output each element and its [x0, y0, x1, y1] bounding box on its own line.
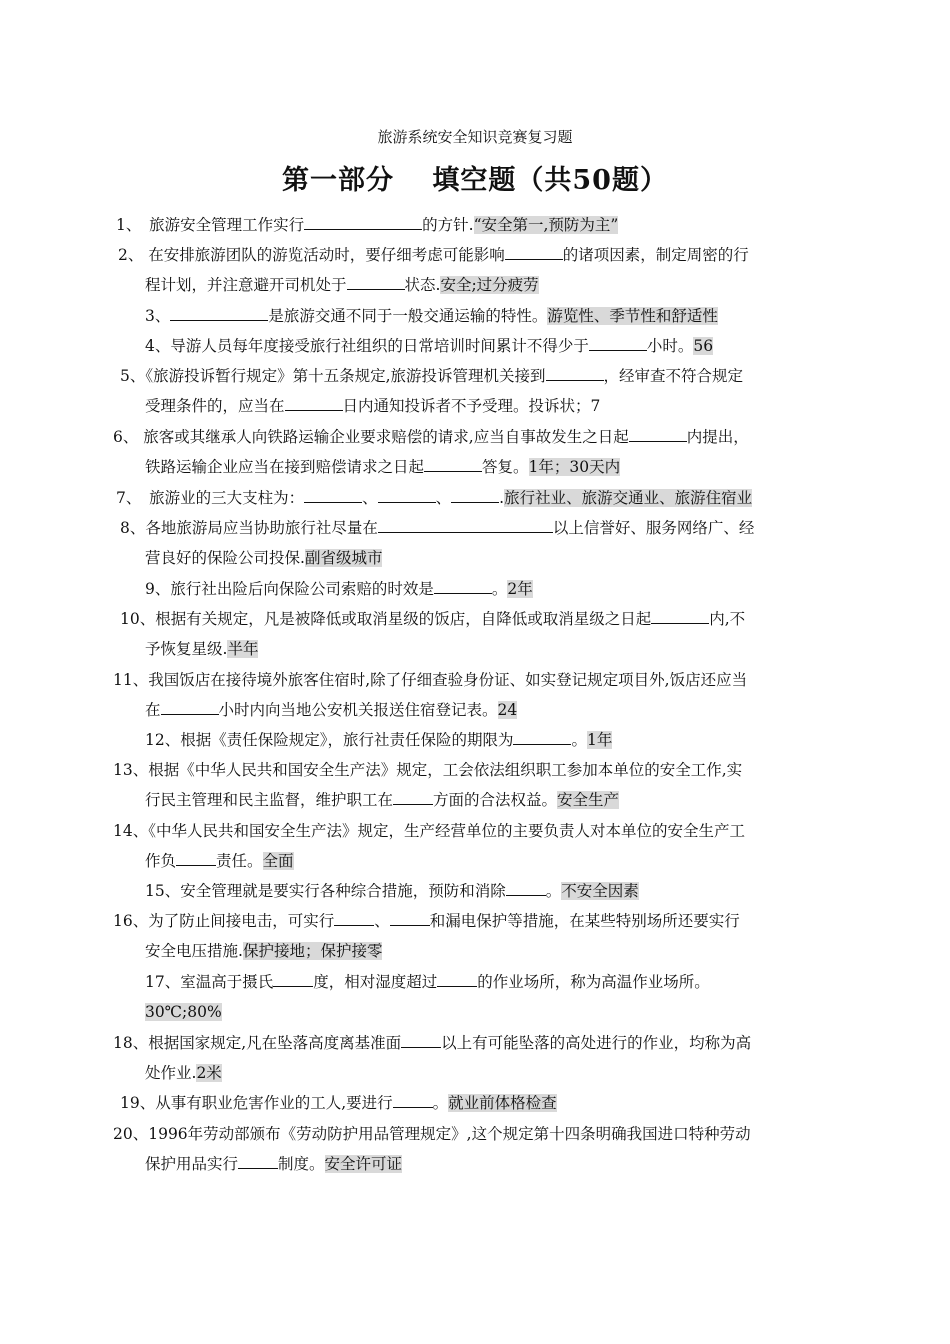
answer: 保护接地；保护接零 [242, 942, 383, 960]
question-19: 19、从事有职业危害作业的工人,要进行 。就业前体格检查 [120, 1088, 557, 1118]
answer: 不安全因素 [561, 882, 639, 900]
answer: 2年 [507, 580, 533, 598]
question-6: 6、 旅客或其继承人向铁路运输企业要求赔偿的请求,应当自事故发生之日起 内提出， 铁路运输企业应当在接到赔偿请求之日起 答复。1年；30天内 [113, 422, 749, 482]
question-7: 7、 旅游业的三大支柱为： 、 、 .旅行社业、旅游交通业、旅游住宿业 [116, 483, 752, 513]
question-14: 14、《中华人民共和国安全生产法》规定，生产经营单位的主要负责人对本单位的安全生产工 作负 责任。全面 [113, 822, 745, 870]
answer: 1年 [587, 731, 613, 749]
question-8: 8、各地旅游局应当协助旅行社尽量在 以上信誉好、服务网络广、经 营良好的保险公司投保.副省级城市 [120, 513, 754, 573]
question-3: 3、 是旅游交通不同于一般交通运输的特性。游览性、季节性和舒适性 [145, 301, 718, 331]
question-4: 4、导游人员每年度接受旅行社组织的日常培训时间累计不得少于 小时。56 [145, 331, 713, 361]
answer: 2米 [196, 1064, 222, 1082]
question-20: 20、1996年劳动部颁布《劳动防护用品管理规定》,这个规定第十四条明确我国进口特种劳动 保护用品实行 制度。安全许可证 [113, 1125, 751, 1173]
answer: 30℃;80% [145, 1003, 222, 1021]
question-18: 18、根据国家规定,凡在坠落高度离基准面 以上有可能坠落的高处进行的作业，均称为高 处作业.2米 [113, 1028, 751, 1088]
question-9: 9、旅行社出险后向保险公司索赔的时效是 。2年 [145, 574, 533, 604]
answer: “安全第一,预防为主” [473, 216, 619, 234]
question-5: 5、《旅游投诉暂行规定》第十五条规定,旅游投诉管理机关接到 ，经审查不符合规定 受理条件的，应当在 日内通知投诉者不予受理。投诉状；7 [120, 361, 743, 421]
question-16: 16、为了防止间接电击，可实行 、 和漏电保护等措施，在某些特别场所还要实行 安全电压措施.保护接地；保护接零 [113, 906, 740, 966]
question-12: 12、根据《责任保险规定》，旅行社责任保险的期限为 。1年 [145, 725, 612, 755]
question-15: 15、安全管理就是要实行各种综合措施，预防和消除 。不安全因素 [145, 876, 639, 906]
answer: 安全;过分疲劳 [440, 276, 539, 294]
answer: 1年；30天内 [528, 458, 621, 476]
question-17: 17、室温高于摄氏 度，相对湿度超过 的作业场所，称为高温作业场所。 30℃;80% [145, 967, 710, 1027]
section-heading: 第一部分 填空题（共50题） [282, 165, 668, 196]
answer: 副省级城市 [304, 549, 383, 567]
document-title: 旅游系统安全知识竞赛复习题 [377, 128, 573, 146]
question-2: 2、 在安排旅游团队的游览活动时，要仔细考虑可能影响 的诸项因素，制定周密的行 程计划，并注意避开司机处于 状态.安全;过分疲劳 [118, 240, 749, 300]
question-10: 10、根据有关规定，凡是被降低或取消星级的饭店，自降低或取消星级之日起 内,不 予恢复星级.半年 [120, 604, 745, 664]
question-1: 1、 旅游安全管理工作实行 的方针.“安全第一,预防为主” [116, 210, 618, 240]
answer: 半年 [227, 640, 259, 658]
answer: 24 [497, 701, 518, 719]
answer: 安全许可证 [324, 1155, 403, 1173]
answer: 全面 [262, 852, 294, 870]
answer: 56 [693, 337, 714, 355]
question-13: 13、根据《中华人民共和国安全生产法》规定，工会依法组织职工参加本单位的安全工作,实 行民主管理和民主监督，维护职工在 方面的合法权益。安全生产 [113, 761, 743, 809]
answer: 安全生产 [557, 791, 620, 809]
question-11: 11、我国饭店在接待境外旅客住宿时,除了仔细查验身份证、如实登记规定项目外,饭店还应当 在 小时内向当地公安机关报送住宿登记表。24 [113, 671, 748, 719]
answer: 旅行社业、旅游交通业、旅游住宿业 [504, 489, 753, 507]
answer: 就业前体格检查 [448, 1094, 557, 1112]
answer: 游览性、季节性和舒适性 [547, 307, 718, 325]
